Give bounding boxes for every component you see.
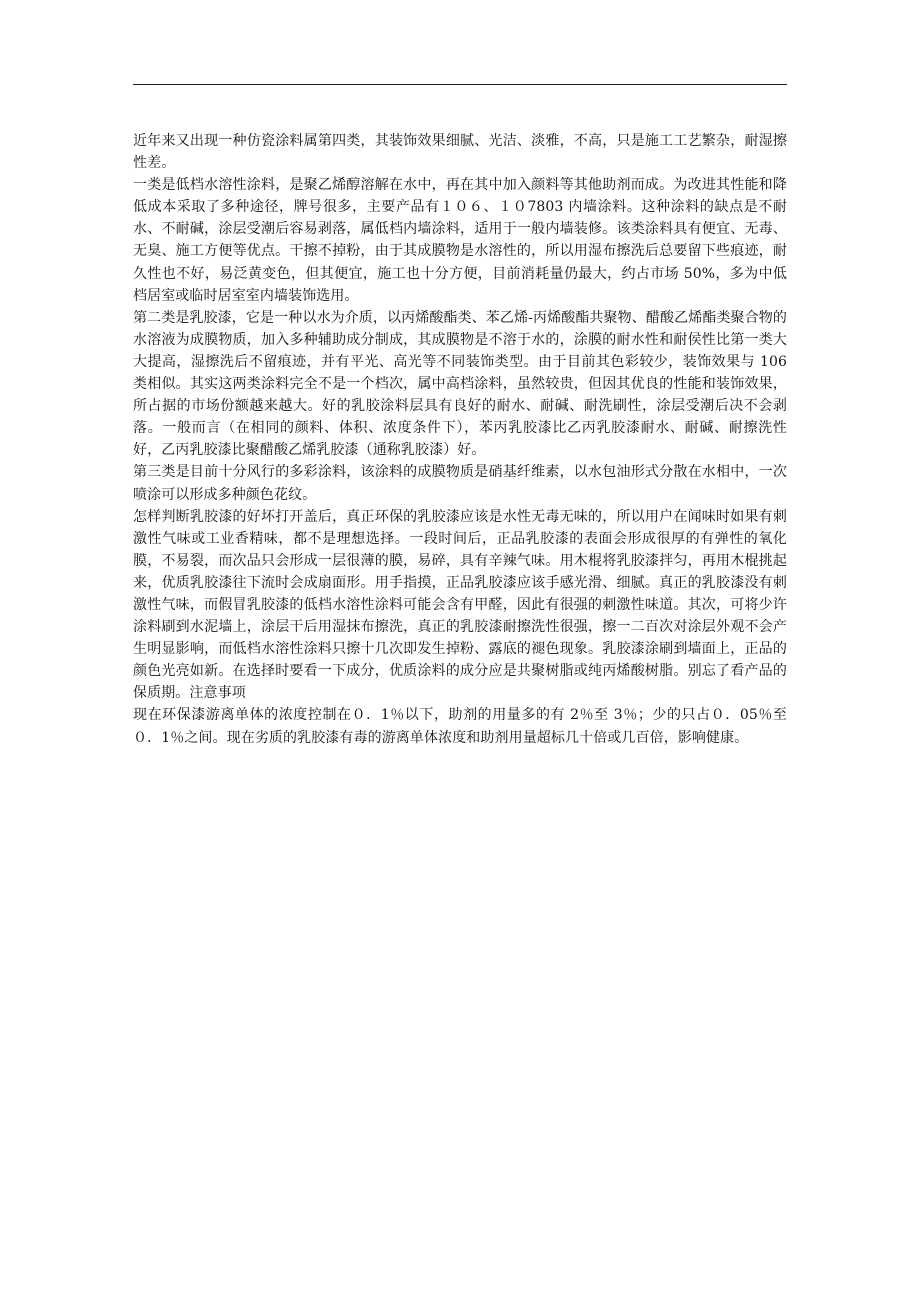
paragraph-judge-quality: 怎样判断乳胶漆的好坏打开盖后，真正环保的乳胶漆应该是水性无毒无味的，所以用户在闻味时如果有刺激性气味或工业香精味，都不是理想选择。一段时间后，正品乳胶漆的表面会形成很厚的有弹性的氧化膜，不易裂，而次品只会形成一层很薄的膜，易碎，具有辛辣气味。用木棍将乳胶漆拌匀，再用木棍挑起来，优质乳胶漆往下流时会成扇面形。用手指摸，正品乳胶漆应该手感光滑、细腻。真正的乳胶漆没有刺激性气味，而假冒乳胶漆的低档水溶性涂料可能会含有甲醛，因此有很强的刺激性味道。其次，可将少许涂料刷到水泥墙上，涂层干后用湿抹布擦洗，真正的乳胶漆耐擦洗性很强，擦一二百次对涂层外观不会产生明显影响，而低档水溶性涂料只擦十几次即发生掉粉、露底的褪色现象。乳胶漆涂刷到墙面上，正品的颜色光亮如新。在选择时要看一下成分，优质涂料的成分应是共聚树脂或纯丙烯酸树脂。别忘了看产品的保质期。注意事项 xyxy=(133,508,787,702)
paragraph-ceramic-coating: 近年来又出现一种仿瓷涂料属第四类，其装饰效果细腻、光洁、淡雅，不高，只是施工工艺繁杂，耐湿擦性差。 xyxy=(133,133,787,172)
paragraph-type-three: 第三类是目前十分风行的多彩涂料，该涂料的成膜物质是硝基纤维素，以水包油形式分散在水相中，一次喷涂可以形成多种颜色花纹。 xyxy=(133,464,787,503)
document-body xyxy=(133,130,787,749)
paragraph-type-two: 第二类是乳胶漆，它是一种以水为介质，以丙烯酸酯类、苯乙烯-丙烯酸酯共聚物、醋酸乙烯酯类聚合物的水溶液为成膜物质，加入多种辅助成分制成，其成膜物是不溶于水的，涂膜的耐水性和耐侯性比第一类大大提高，湿擦洗后不留痕迹，并有平光、高光等不同装饰类型。由于目前其色彩较少，装饰效果与 106 类相似。其实这两类涂料完全不是一个档次，属中高档涂料，虽然较贵，但因其优良的性能和装饰效果，所占据的市场份额越来越大。好的乳胶涂料层具有良好的耐水、耐碱、耐洗刷性，涂层受潮后决不会剥落。一般而言（在相同的颜料、体积、浓度条件下），苯丙乳胶漆比乙丙乳胶漆耐水、耐碱、耐擦洗性好，乙丙乳胶漆比聚醋酸乙烯乳胶漆（通称乳胶漆）好。 xyxy=(133,309,787,459)
paragraph-type-one: 一类是低档水溶性涂料，是聚乙烯醇溶解在水中，再在其中加入颜料等其他助剂而成。为改进其性能和降低成本采取了多种途径，牌号很多，主要产品有１０６、１０7803 内墙涂料。这种涂料的缺点是不耐水、不耐碱，涂层受潮后容易剥落，属低档内墙涂料，适用于一般内墙装修。该类涂料具有便宜、无毒、无臭、施工方便等优点。干擦不掉粉，由于其成膜物是水溶性的，所以用湿布擦洗后总要留下些痕迹，耐久性也不好，易泛黄变色，但其便宜，施工也十分方便，目前消耗量仍最大，约占市场 50%，多为中低档居室或临时居室室内墙装饰选用。 xyxy=(133,177,787,304)
header-rule xyxy=(133,84,787,85)
paragraph-precautions: 现在环保漆游离单体的浓度控制在０．1％以下，助剂的用量多的有 2％至 3％；少的只占０．05％至０．1％之间。现在劣质的乳胶漆有毒的游离单体浓度和助剂用量超标几十倍或几百倍，影响健康。 xyxy=(133,707,787,746)
